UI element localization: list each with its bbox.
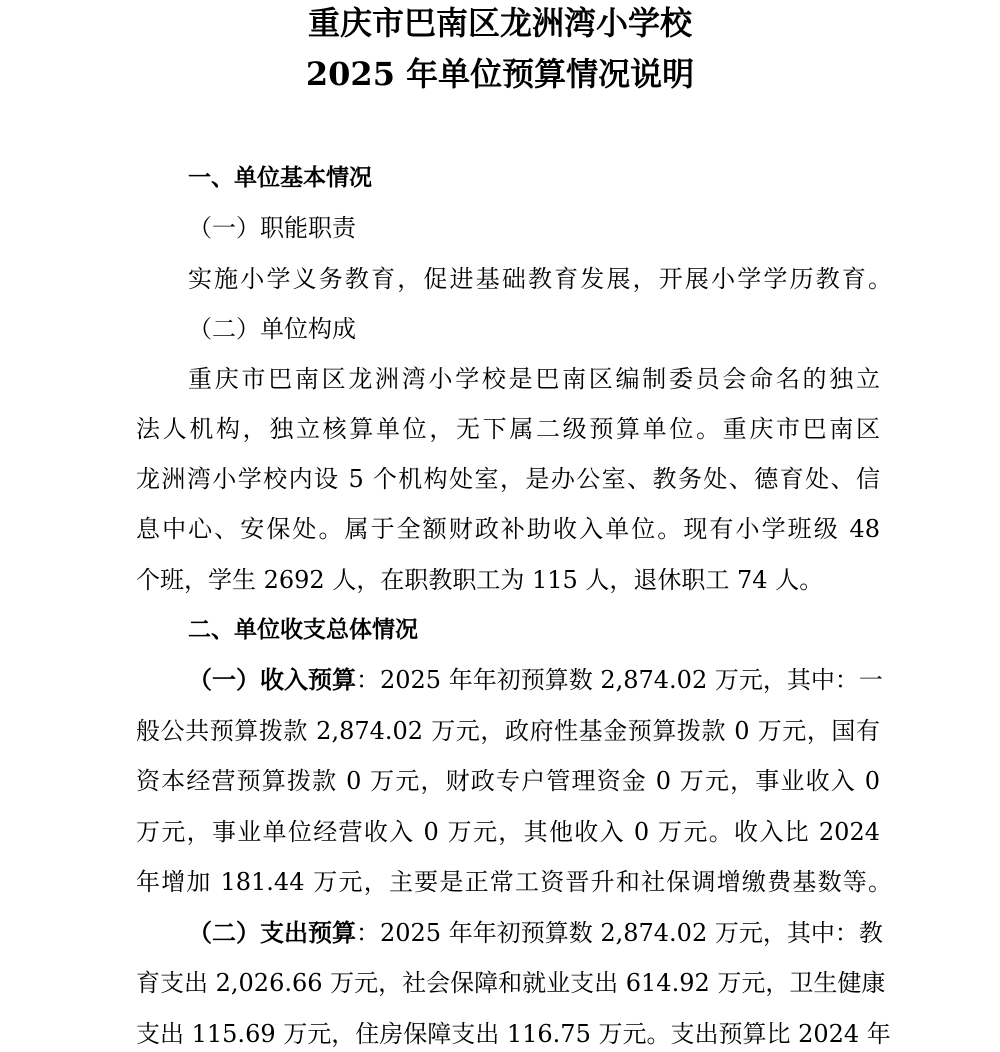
paragraph-line: 支出 115.69 万元，住房保障支出 116.75 万元。支出预算比 2024 年 bbox=[136, 1020, 891, 1048]
income-budget-label: （一）收入预算 bbox=[188, 666, 356, 694]
paragraph-line: 息中心、安保处。属于全额财政补助收入单位。现有小学班级 48 bbox=[136, 515, 880, 543]
paragraph-line-expense-lead bbox=[188, 918, 883, 948]
paragraph-line: 年增加 181.44 万元，主要是正常工资晋升和社保调增缴费基数等。 bbox=[136, 868, 892, 896]
paragraph-line: 资本经营预算拨款 0 万元，财政专户管理资金 0 万元，事业收入 0 bbox=[136, 767, 880, 795]
document-title-line2: 2025 年单位预算情况说明 bbox=[305, 55, 695, 93]
expense-budget-label: （二）支出预算 bbox=[188, 919, 356, 947]
subheading-composition: （二）单位构成 bbox=[188, 315, 356, 343]
paragraph-line: 般公共预算拨款 2,874.02 万元，政府性基金预算拨款 0 万元，国有 bbox=[136, 717, 880, 745]
expense-budget-text: ：2025 年年初预算数 2,874.02 万元，其中：教 bbox=[356, 919, 883, 947]
paragraph-line: 万元，事业单位经营收入 0 万元，其他收入 0 万元。收入比 2024 bbox=[136, 818, 880, 846]
paragraph-line: 个班，学生 2692 人，在职教职工为 115 人，退休职工 74 人。 bbox=[136, 566, 824, 594]
document-title-line1: 重庆市巴南区龙洲湾小学校 bbox=[307, 4, 692, 42]
paragraph-line: 育支出 2,026.66 万元，社会保障和就业支出 614.92 万元，卫生健康 bbox=[136, 969, 886, 997]
income-budget-text: ：2025 年年初预算数 2,874.02 万元，其中：一 bbox=[356, 666, 883, 694]
paragraph-line: 法人机构，独立核算单位，无下属二级预算单位。重庆市巴南区 bbox=[136, 415, 880, 443]
subheading-functions: （一）职能职责 bbox=[188, 214, 356, 242]
section-heading-budget-overview: 二、单位收支总体情况 bbox=[188, 617, 418, 643]
section-heading-basic-info: 一、单位基本情况 bbox=[188, 165, 372, 191]
paragraph-functions: 实施小学义务教育，促进基础教育发展，开展小学学历教育。 bbox=[188, 265, 892, 293]
paragraph-line: 重庆市巴南区龙洲湾小学校是巴南区编制委员会命名的独立 bbox=[188, 365, 880, 393]
paragraph-line-income-lead bbox=[188, 665, 883, 695]
paragraph-line: 龙洲湾小学校内设 5 个机构处室，是办公室、教务处、德育处、信 bbox=[136, 465, 880, 493]
